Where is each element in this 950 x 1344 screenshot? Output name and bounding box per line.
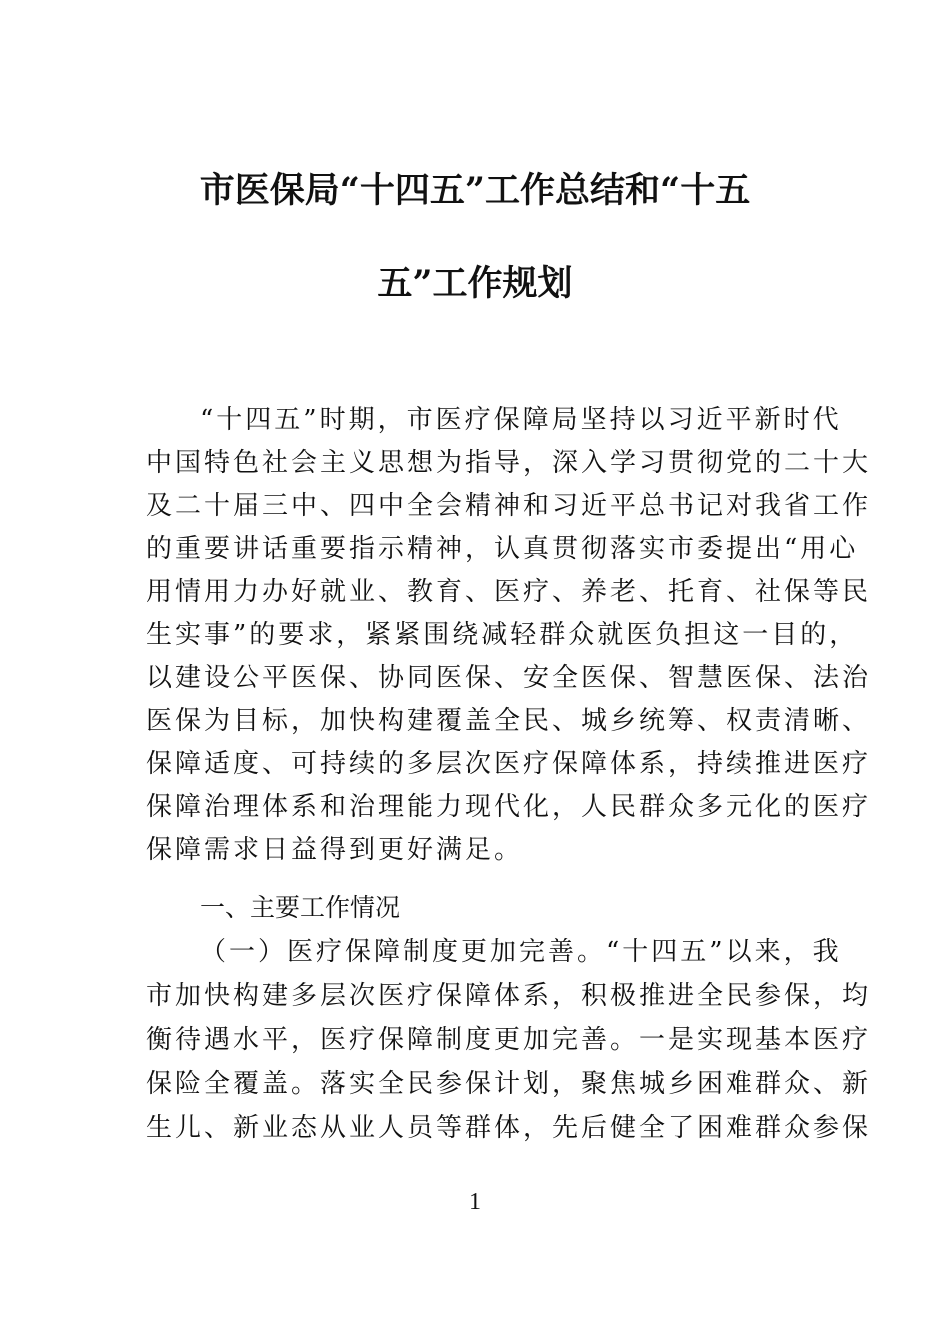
- intro-line-5: 用情用力办好就业、教育、医疗、养老、托育、社保等民: [146, 577, 872, 607]
- intro-line-4: 的重要讲话重要指示精神，认真贯彻落实市委提出“用心: [146, 534, 859, 564]
- intro-line-11: 保障需求日益得到更好满足。: [146, 835, 524, 865]
- document-title-line-1: 市医保局“十四五”工作总结和“十五: [199, 170, 751, 211]
- section-line-4: 保险全覆盖。落实全民参保计划，聚焦城乡困难群众、新: [146, 1069, 872, 1099]
- section-line-3: 衡待遇水平，医疗保障制度更加完善。一是实现基本医疗: [146, 1025, 872, 1055]
- page-number: 1: [469, 1189, 481, 1215]
- section-heading: 一、主要工作情况: [200, 893, 401, 922]
- intro-line-10: 保障治理体系和治理能力现代化，人民群众多元化的医疗: [146, 792, 872, 822]
- intro-line-2: 中国特色社会主义思想为指导，深入学习贯彻党的二十大: [146, 448, 872, 478]
- intro-line-1: “十四五”时期，市医疗保障局坚持以习近平新时代: [200, 405, 842, 435]
- section-line-2: 市加快构建多层次医疗保障体系，积极推进全民参保，均: [146, 981, 872, 1011]
- intro-line-9: 保障适度、可持续的多层次医疗保障体系，持续推进医疗: [146, 749, 872, 779]
- intro-line-7: 以建设公平医保、协同医保、安全医保、智慧医保、法治: [146, 663, 872, 693]
- intro-line-8: 医保为目标，加快构建覆盖全民、城乡统筹、权责清晰、: [146, 706, 872, 736]
- section-line-1: （一）医疗保障制度更加完善。“十四五”以来，我: [200, 937, 842, 967]
- document-title-line-2: 五”工作规划: [377, 263, 573, 304]
- intro-line-6: 生实事”的要求，紧紧围绕减轻群众就医负担这一目的，: [146, 620, 859, 650]
- section-line-5: 生儿、新业态从业人员等群体，先后健全了困难群众参保: [146, 1113, 872, 1143]
- intro-line-3: 及二十届三中、四中全会精神和习近平总书记对我省工作: [146, 491, 872, 521]
